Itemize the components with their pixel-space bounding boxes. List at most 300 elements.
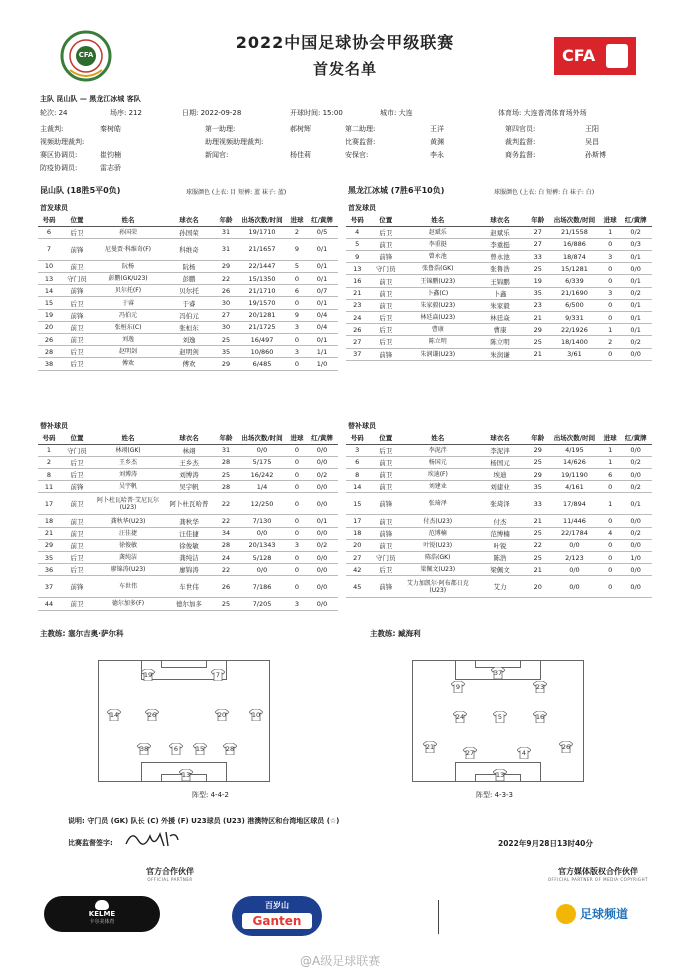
player-cell: 后卫 xyxy=(368,444,403,456)
player-cell: 埃迪(F) xyxy=(403,469,472,481)
player-cell: 前锋 xyxy=(60,309,94,321)
away-starters-label: 首发球员 xyxy=(348,204,376,212)
player-cell: 前锋 xyxy=(60,481,94,493)
official-value: 孙斯博 xyxy=(585,151,606,159)
player-row xyxy=(38,481,338,493)
player-cell: 6 xyxy=(38,226,60,238)
column-header: 红/黄牌 xyxy=(306,214,338,226)
jersey-icon xyxy=(533,711,547,723)
match-no-value: 212 xyxy=(128,109,142,117)
column-header: 号码 xyxy=(346,432,368,444)
player-cell: 27 xyxy=(528,238,548,250)
player-row xyxy=(346,444,652,456)
player-cell: 25 xyxy=(528,456,548,468)
sponsor-divider xyxy=(438,900,439,934)
player-cell: 0 xyxy=(601,299,619,311)
jersey-icon xyxy=(211,669,225,681)
player-cell: 龚纯洁 xyxy=(94,552,162,564)
player-row xyxy=(346,336,652,348)
player-cell: 0/1 xyxy=(619,275,652,287)
player-row xyxy=(38,515,338,527)
column-header: 年龄 xyxy=(528,214,548,226)
player-row xyxy=(38,238,338,260)
player-cell: 朱润谦 xyxy=(472,348,527,360)
column-header: 进球 xyxy=(601,214,619,226)
player-cell: 0/0 xyxy=(306,552,338,564)
player-row xyxy=(38,297,338,309)
column-header: 号码 xyxy=(346,214,368,226)
official-label: 防疫协调员: xyxy=(40,164,78,172)
official-value: 李永 xyxy=(430,151,444,159)
city-label: 城市: xyxy=(380,109,397,117)
player-cell: 9 xyxy=(288,309,306,321)
kelme-sub: 卡尔美体育 xyxy=(89,919,115,925)
player-cell: 28 xyxy=(38,346,60,358)
player-cell: 1/0 xyxy=(306,358,338,370)
stadium-value: 大连普湾体育场外场 xyxy=(523,109,587,117)
player-row xyxy=(346,312,652,324)
player-cell: 8 xyxy=(346,469,368,481)
player-cell: 陈立明 xyxy=(472,336,527,348)
player-cell: 埃迪 xyxy=(472,469,527,481)
player-cell: 22/1784 xyxy=(548,527,601,539)
player-cell: 0 xyxy=(288,334,306,346)
column-header: 姓名 xyxy=(94,432,162,444)
column-header: 姓名 xyxy=(403,432,472,444)
officials-grid xyxy=(40,124,660,180)
player-cell: 26 xyxy=(38,334,60,346)
tv-icon xyxy=(556,904,576,924)
player-cell: 前卫 xyxy=(60,598,94,610)
official-value: 吴昌 xyxy=(585,138,599,146)
player-cell: 0 xyxy=(288,358,306,370)
player-cell: 前卫 xyxy=(368,539,403,551)
column-header: 位置 xyxy=(368,432,403,444)
player-cell: 0/4 xyxy=(306,321,338,333)
official-label: 裁判监督: xyxy=(505,138,536,146)
player-row xyxy=(38,527,338,539)
player-cell: 0 xyxy=(601,552,619,564)
official-value: 黄渊 xyxy=(430,138,444,146)
player-cell: 22 xyxy=(528,539,548,551)
player-cell: 0/2 xyxy=(619,481,652,493)
player-cell: 吴宇帆 xyxy=(94,481,162,493)
player-cell: 后卫 xyxy=(368,312,403,324)
player-cell: 1 xyxy=(601,493,619,515)
player-cell: 0/1 xyxy=(619,493,652,515)
home-kit: 球服颜色 (上衣: 目 短裤: 蓝 袜子: 蓝) xyxy=(186,189,287,196)
legend-note: 说明: 守门员 (GK) 队长 (C) 外援 (F) U23球员 (U23) 港澳特区和台湾地区球员 (☆) xyxy=(68,817,340,825)
column-header: 进球 xyxy=(288,214,306,226)
player-cell: 35 xyxy=(38,552,60,564)
player-cell: 前锋 xyxy=(368,493,403,515)
jersey-number: 9 xyxy=(455,683,461,691)
round-label: 轮次: xyxy=(40,109,57,117)
player-cell: 德尔加多 xyxy=(162,598,216,610)
player-cell: 21 xyxy=(528,564,548,576)
player-cell: 20/1343 xyxy=(236,539,288,551)
ganten-logo xyxy=(232,896,322,936)
player-cell: 29 xyxy=(216,260,236,272)
player-row xyxy=(346,238,652,250)
player-cell: 0 xyxy=(288,515,306,527)
player-cell: 0 xyxy=(601,539,619,551)
official-value: 雷志骄 xyxy=(100,164,121,172)
player-cell: 21/1725 xyxy=(236,321,288,333)
player-cell: 前卫 xyxy=(60,334,94,346)
date-label: 日期: xyxy=(182,109,199,117)
player-cell: 36 xyxy=(38,564,60,576)
official-label: 赛区协调员: xyxy=(40,151,78,159)
player-cell: 前锋 xyxy=(368,251,403,263)
player-cell: 6 xyxy=(288,285,306,297)
player-cell: 卜鑫(C) xyxy=(403,287,472,299)
player-cell: 后卫 xyxy=(60,456,94,468)
jersey-icon xyxy=(169,743,183,755)
player-cell: 0 xyxy=(288,444,306,456)
player-cell: 前卫 xyxy=(368,238,403,250)
player-cell: 35 xyxy=(528,287,548,299)
page-subtitle: 首发名单 xyxy=(312,60,377,78)
player-cell: 0 xyxy=(288,576,306,598)
player-cell: 2 xyxy=(601,336,619,348)
player-row xyxy=(346,263,652,275)
player-cell: 张桓东(C) xyxy=(94,321,162,333)
player-cell: 27 xyxy=(346,552,368,564)
player-cell: 徐俊敏 xyxy=(162,539,216,551)
column-header: 球衣名 xyxy=(472,432,527,444)
away-formation-label: 阵型: 4-3-3 xyxy=(476,791,513,799)
jersey-icon xyxy=(249,709,263,721)
home-subs-table xyxy=(38,432,338,611)
player-cell: 0 xyxy=(288,469,306,481)
player-row xyxy=(346,299,652,311)
player-cell: 前卫 xyxy=(368,299,403,311)
player-cell: 0/0 xyxy=(306,527,338,539)
player-cell: 曾永池 xyxy=(403,251,472,263)
player-cell: 27 xyxy=(346,336,368,348)
player-cell: 0 xyxy=(288,481,306,493)
player-cell: 22/1926 xyxy=(548,324,601,336)
player-row xyxy=(346,456,652,468)
player-row xyxy=(38,493,338,515)
kickoff-label: 开球时间: xyxy=(290,109,321,117)
player-cell: 18 xyxy=(346,527,368,539)
player-cell: 31 xyxy=(216,226,236,238)
player-cell: 2/123 xyxy=(548,552,601,564)
official-value: 王阳 xyxy=(585,125,599,133)
column-header: 球衣名 xyxy=(162,214,216,226)
tv-text: 足球频道 xyxy=(580,907,629,921)
player-cell: 李重挺 xyxy=(403,238,472,250)
player-cell: 赵明剑 xyxy=(94,346,162,358)
player-cell: 范博楠 xyxy=(472,527,527,539)
away-kit: 球服颜色 (上衣: 白 短裤: 白 袜子: 白) xyxy=(494,189,595,196)
player-cell: 21/1710 xyxy=(236,285,288,297)
player-cell: 0/2 xyxy=(619,527,652,539)
player-cell: 守门员 xyxy=(60,444,94,456)
player-cell: 0/0 xyxy=(619,263,652,275)
player-cell: 李泥泮 xyxy=(472,444,527,456)
player-cell: 19 xyxy=(528,275,548,287)
column-header: 出场次数/时间 xyxy=(548,214,601,226)
player-cell: 龚纯洁 xyxy=(162,552,216,564)
player-cell: 15/1350 xyxy=(236,273,288,285)
player-cell: 后卫 xyxy=(60,297,94,309)
player-cell: 31 xyxy=(216,444,236,456)
column-header: 年龄 xyxy=(216,432,236,444)
player-cell: 冯伯元 xyxy=(94,309,162,321)
player-cell: 19/1570 xyxy=(236,297,288,309)
tv-logo xyxy=(556,902,656,926)
player-cell: 前卫 xyxy=(368,456,403,468)
player-cell: 0/1 xyxy=(306,297,338,309)
player-cell: 4/161 xyxy=(548,481,601,493)
player-cell: 0/1 xyxy=(306,334,338,346)
home-starters-table xyxy=(38,214,338,371)
player-cell: 守门员 xyxy=(60,273,94,285)
player-cell: 2 xyxy=(38,456,60,468)
player-cell: 孙国荣 xyxy=(94,226,162,238)
player-cell: 艾力加凯尔·阿布都日克(U23) xyxy=(403,576,472,598)
player-cell: 卜鑫 xyxy=(472,287,527,299)
player-cell: 14 xyxy=(346,481,368,493)
player-cell: 7/186 xyxy=(236,576,288,598)
home-formation-pitch xyxy=(98,660,270,782)
player-cell: 前锋 xyxy=(60,238,94,260)
player-cell: 陈浩 xyxy=(472,552,527,564)
ganten-text: Ganten xyxy=(242,913,312,929)
player-cell: 20 xyxy=(346,539,368,551)
column-header: 位置 xyxy=(60,432,94,444)
player-cell: 前卫 xyxy=(368,481,403,493)
media-partner-heading xyxy=(528,866,668,882)
player-cell: 7/205 xyxy=(236,598,288,610)
player-cell: 21 xyxy=(346,287,368,299)
player-row xyxy=(38,346,338,358)
jersey-icon xyxy=(559,741,573,753)
player-cell: 29 xyxy=(528,324,548,336)
player-row xyxy=(38,334,338,346)
player-row xyxy=(38,456,338,468)
player-cell: 16/242 xyxy=(236,469,288,481)
player-cell: 29 xyxy=(216,358,236,370)
player-cell: 前卫 xyxy=(60,539,94,551)
player-cell: 0/0 xyxy=(236,444,288,456)
cfa-mark-icon xyxy=(606,44,628,68)
player-cell: 8 xyxy=(38,469,60,481)
player-cell: 33 xyxy=(528,251,548,263)
player-cell: 6/500 xyxy=(548,299,601,311)
player-cell: 刘逸 xyxy=(94,334,162,346)
player-cell: 刘博涛 xyxy=(94,469,162,481)
jersey-icon xyxy=(215,709,229,721)
player-cell: 0 xyxy=(601,312,619,324)
player-cell: 科维奇 xyxy=(162,238,216,260)
player-cell: 廖锦涛 xyxy=(162,564,216,576)
jersey-icon xyxy=(137,743,151,755)
player-cell: 24 xyxy=(346,312,368,324)
player-cell: 28 xyxy=(216,481,236,493)
column-header: 出场次数/时间 xyxy=(236,432,288,444)
column-header: 位置 xyxy=(368,214,403,226)
jersey-icon xyxy=(463,747,477,759)
player-cell: 张桓东 xyxy=(162,321,216,333)
player-cell: 11/446 xyxy=(548,515,601,527)
column-header: 号码 xyxy=(38,214,60,226)
player-cell: 梁佩文(U23) xyxy=(403,564,472,576)
player-cell: 0/0 xyxy=(306,564,338,576)
player-cell: 25 xyxy=(528,263,548,275)
player-cell: 10/860 xyxy=(236,346,288,358)
column-header: 红/黄牌 xyxy=(306,432,338,444)
player-cell: 前卫 xyxy=(368,469,403,481)
player-cell: 21 xyxy=(38,527,60,539)
home-starters-label: 首发球员 xyxy=(40,204,68,212)
player-cell: 0/3 xyxy=(619,238,652,250)
jersey-icon xyxy=(517,747,531,759)
player-cell: 曾永池 xyxy=(472,251,527,263)
player-cell: 14/626 xyxy=(548,456,601,468)
kelme-logo xyxy=(44,896,160,932)
jersey-number: 13 xyxy=(181,771,191,779)
player-cell: 6 xyxy=(346,456,368,468)
player-row xyxy=(346,226,652,238)
player-cell: 0/0 xyxy=(236,527,288,539)
home-coach-name: 塞尔吉奥·萨尔科 xyxy=(68,629,124,638)
player-cell: 22 xyxy=(216,493,236,515)
player-cell: 0/0 xyxy=(548,576,601,598)
player-cell: 0 xyxy=(601,481,619,493)
official-label: 主裁判: xyxy=(40,125,64,133)
player-cell: 28 xyxy=(216,539,236,551)
player-cell: 15 xyxy=(38,297,60,309)
supervisor-signature xyxy=(122,826,182,852)
player-row xyxy=(346,275,652,287)
player-cell: 25 xyxy=(216,469,236,481)
column-header: 位置 xyxy=(60,214,94,226)
column-header: 姓名 xyxy=(94,214,162,226)
player-cell: 阿卜杜瓦哈普·艾尼瓦尔(U23) xyxy=(94,493,162,515)
player-row xyxy=(38,273,338,285)
jersey-number: 4 xyxy=(521,749,527,757)
player-cell: 林廷焱 xyxy=(472,312,527,324)
player-cell: 44 xyxy=(38,598,60,610)
player-cell: 19 xyxy=(38,309,60,321)
player-cell: 1/4 xyxy=(236,481,288,493)
player-cell: 0 xyxy=(601,275,619,287)
player-cell: 25 xyxy=(528,527,548,539)
player-cell: 后卫 xyxy=(60,346,94,358)
player-cell: 王乡杰 xyxy=(94,456,162,468)
player-row xyxy=(346,552,652,564)
player-cell: 22 xyxy=(216,273,236,285)
player-cell: 吴宇帆 xyxy=(162,481,216,493)
player-cell: 前锋 xyxy=(368,527,403,539)
player-cell: 9 xyxy=(288,238,306,260)
player-cell: 张琦泽 xyxy=(472,493,527,515)
player-cell: 0/2 xyxy=(619,336,652,348)
player-cell: 阮杨 xyxy=(94,260,162,272)
player-cell: 28 xyxy=(216,456,236,468)
player-cell: 0 xyxy=(288,297,306,309)
emblem-text: CFA xyxy=(78,51,94,59)
column-header: 年龄 xyxy=(528,432,548,444)
player-cell: 3 xyxy=(601,287,619,299)
player-cell: 11 xyxy=(38,481,60,493)
player-cell: 朱润谦(U23) xyxy=(403,348,472,360)
player-cell: 17 xyxy=(346,515,368,527)
jersey-icon xyxy=(223,743,237,755)
away-subs-table xyxy=(346,432,652,598)
player-cell: 前卫 xyxy=(60,321,94,333)
player-cell: 0/2 xyxy=(619,226,652,238)
player-row xyxy=(38,321,338,333)
player-cell: 0 xyxy=(288,527,306,539)
player-cell: 35 xyxy=(528,481,548,493)
player-cell: 汪佳捷 xyxy=(94,527,162,539)
player-row xyxy=(38,358,338,370)
player-cell: 守门员 xyxy=(368,552,403,564)
player-cell: 15/1281 xyxy=(548,263,601,275)
player-cell: 前卫 xyxy=(60,493,94,515)
player-row xyxy=(346,493,652,515)
player-cell: 0/5 xyxy=(306,226,338,238)
player-cell: 22 xyxy=(216,515,236,527)
player-cell: 4 xyxy=(601,527,619,539)
player-cell: 25 xyxy=(528,336,548,348)
player-cell: 陈浩(GK) xyxy=(403,552,472,564)
home-formation-label: 阵型: 4-4-2 xyxy=(192,791,229,799)
city-value: 大连 xyxy=(398,109,413,117)
player-cell: 9/331 xyxy=(548,312,601,324)
player-cell: 前卫 xyxy=(368,515,403,527)
player-cell: 0/1 xyxy=(306,238,338,260)
player-row xyxy=(346,527,652,539)
official-label: 第四官员: xyxy=(505,125,536,133)
column-header: 球衣名 xyxy=(472,214,527,226)
jersey-number: 13 xyxy=(495,771,505,779)
player-cell: 1/0 xyxy=(619,552,652,564)
jersey-icon xyxy=(493,711,507,723)
player-cell: 李泥泮 xyxy=(403,444,472,456)
away-team-name: 黑龙江冰城 (7胜6平10负) xyxy=(348,186,445,195)
player-cell: 16 xyxy=(346,275,368,287)
player-row xyxy=(38,226,338,238)
player-cell: 5 xyxy=(288,260,306,272)
away-coach xyxy=(370,628,421,639)
cfa-logo xyxy=(554,37,636,75)
column-header: 进球 xyxy=(288,432,306,444)
jersey-icon xyxy=(145,709,159,721)
player-cell: 王锦鹏(U23) xyxy=(403,275,472,287)
player-row xyxy=(38,539,338,551)
player-cell: 21/1657 xyxy=(236,238,288,260)
player-cell: 范博楠 xyxy=(403,527,472,539)
player-cell: 25 xyxy=(216,598,236,610)
official-label: 视频助理裁判: xyxy=(40,138,85,146)
player-cell: 阮杨 xyxy=(162,260,216,272)
player-cell: 赵斌乐 xyxy=(403,226,472,238)
player-cell: 29 xyxy=(528,444,548,456)
document-datetime: 2022年9月28日13时40分 xyxy=(498,839,593,848)
player-cell: 34 xyxy=(216,527,236,539)
player-cell: 29 xyxy=(528,469,548,481)
player-cell: 0/2 xyxy=(306,539,338,551)
player-cell: 前锋 xyxy=(368,576,403,598)
official-value: 秦树皓 xyxy=(100,125,121,133)
player-cell: 0/1 xyxy=(619,312,652,324)
